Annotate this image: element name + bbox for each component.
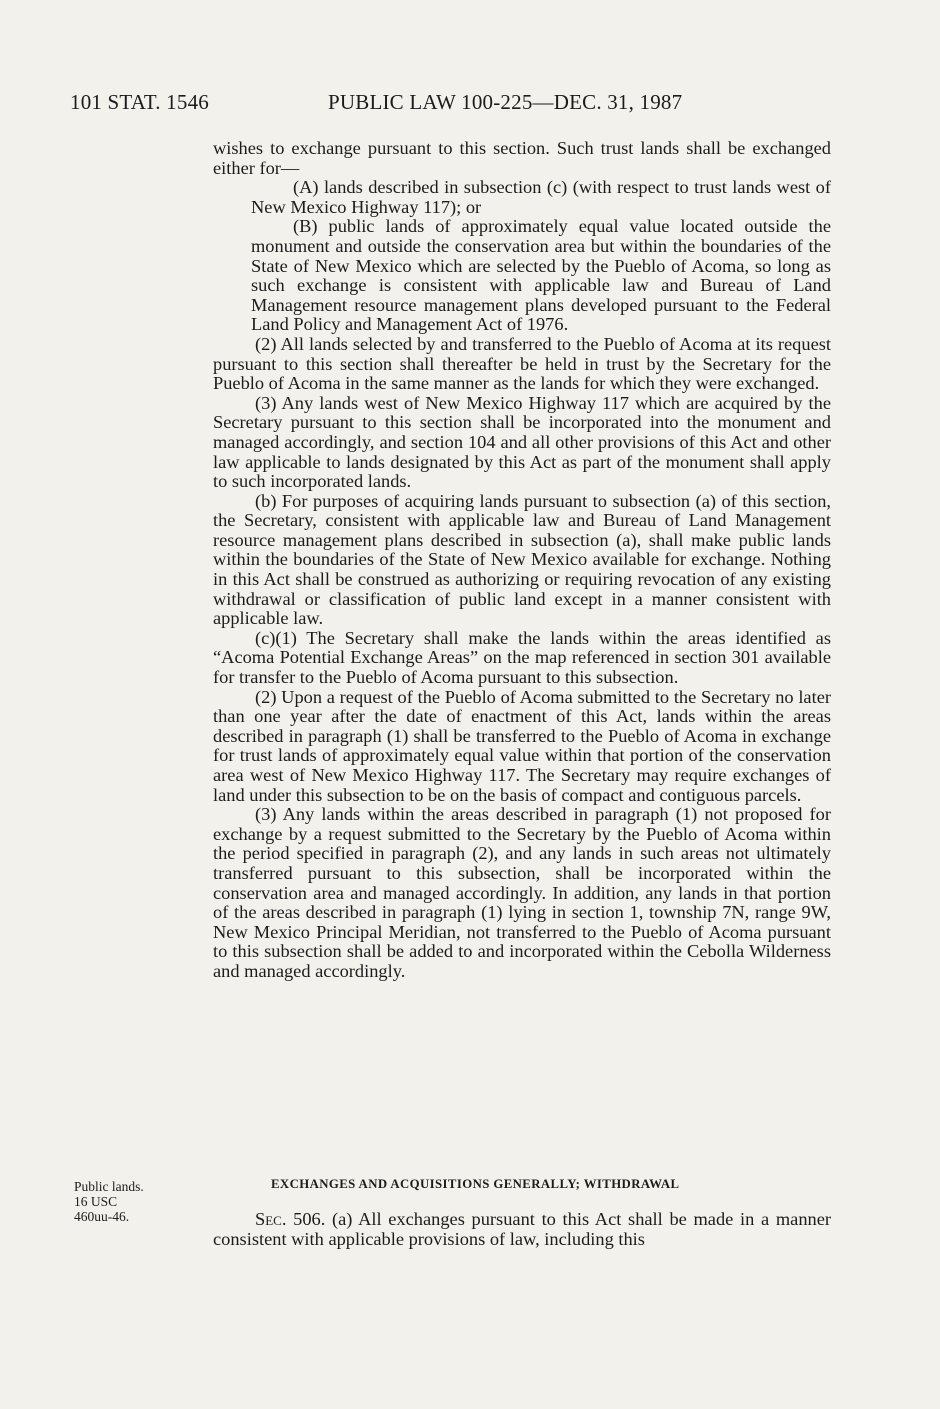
page-header <box>70 90 880 120</box>
section-heading: EXCHANGES AND ACQUISITIONS GENERALLY; WITHDRAWAL <box>271 1177 680 1191</box>
section-label: Sec. 506. <box>255 1209 326 1229</box>
section-506-text: (a) All exchanges pursuant to this Act shall be made in a manner consistent with applicable provisions of law, including this <box>213 1209 831 1249</box>
margin-note-usc: 16 USC <box>74 1194 118 1209</box>
paragraph-c1: (c)(1) The Secretary shall make the lands within the areas identified as “Acoma Potential Exchange Areas” on the map referenced in section 301 available for transfer to the Pueblo of Acoma pursuant to this subsection. <box>213 627 831 688</box>
body-text <box>213 139 831 982</box>
paragraph-subclause-a: (A) lands described in subsection (c) (with respect to trust lands west of New Mexico Highway 117); or <box>251 177 831 217</box>
paragraph-c3: (3) Any lands within the areas described in paragraph (1) not proposed for exchange by a request submitted to the Secretary by the Pueblo of Acoma within the period specified in paragraph (2), and any lands in such areas not ultimately transferred pursuant to this subsection, shall be incorporated within the conservation area and managed accordingly. In addition, any lands in that portion of the areas described in paragraph (1) lying in section 1, township 7N, range 9W, New Mexico Principal Meridian, not transferred to the Pueblo of Acoma pursuant to this subsection shall be added to and incorporated within the Cebolla Wilderness and managed accordingly. <box>213 804 831 981</box>
paragraph-b: (b) For purposes of acquiring lands pursuant to subsection (a) of this section, the Secretary, consistent with applicable law and Bureau of Land Management resource management plans described in subsection (a), shall make public lands within the boundaries of the State of New Mexico available for exchange. Nothing in this Act shall be construed as authorizing or requiring revocation of any existing withdrawal or classification of public land except in a manner consistent with applicable law. <box>213 490 831 629</box>
margin-note <box>74 1179 184 1224</box>
section-506 <box>213 1210 831 1249</box>
statute-page-number: 101 STAT. 1546 <box>70 90 209 114</box>
paragraph-subclause-b: (B) public lands of approximately equal value located outside the monument and outside the conservation area but within the boundaries of the State of New Mexico which are selected by the Pueblo of Acoma, so long as such exchange is consistent with applicable law and Bureau of Land Management resource management plans developed pursuant to the Federal Land Policy and Management Act of 1976. <box>251 216 831 335</box>
margin-note-topic: Public lands. <box>74 1179 144 1194</box>
paragraph-c2: (2) Upon a request of the Pueblo of Acoma submitted to the Secretary no later than one year after the date of enactment of this Act, lands within the areas described in paragraph (1) shall be transferred to the Pueblo of Acoma in exchange for trust lands of approximately equal value within that portion of the conservation area west of New Mexico Highway 117. The Secretary may require exchanges of land under this subsection to be on the basis of compact and contiguous parcels. <box>213 686 831 805</box>
margin-note-section: 460uu-46. <box>74 1209 130 1224</box>
paragraph-a2: (2) All lands selected by and transferred to the Pueblo of Acoma at its request pursuant to this section shall thereafter be held in trust by the Secretary for the Pueblo of Acoma in the same manner as the lands for which they were exchanged. <box>213 333 831 394</box>
section-506-paragraph <box>213 1210 831 1249</box>
paragraph-a3: (3) Any lands west of New Mexico Highway 117 which are acquired by the Secretary pursuant to this section shall be incorporated into the monument and managed accordingly, and section 104 and all other provisions of this Act and other law applicable to lands designated by this Act as part of the monument shall apply to such incorporated lands. <box>213 392 831 492</box>
running-head-law: PUBLIC LAW 100-225—DEC. 31, 1987 <box>328 90 683 114</box>
paragraph-continuation: wishes to exchange pursuant to this section. Such trust lands shall be exchanged either for— <box>213 138 831 178</box>
